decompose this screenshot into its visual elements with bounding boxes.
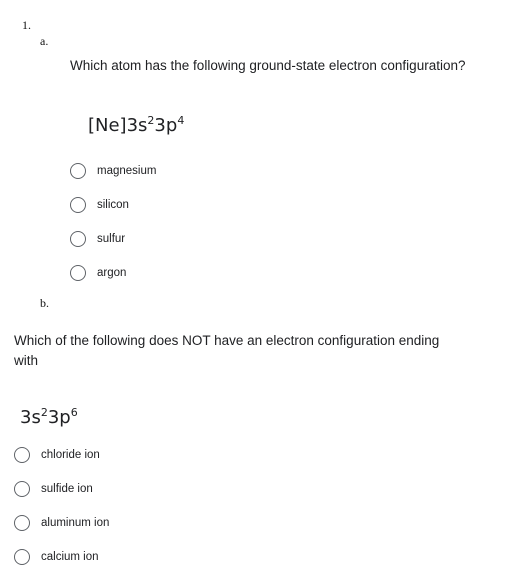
radio-button[interactable]: [14, 549, 30, 565]
part-b-formula: [20, 407, 78, 428]
part-b-option-chloride-ion[interactable]: [14, 445, 100, 465]
radio-button[interactable]: [70, 265, 86, 281]
question-number: 1.: [22, 18, 31, 32]
part-a-option-sulfur[interactable]: [70, 229, 125, 249]
part-a-option-magnesium[interactable]: [70, 161, 156, 181]
part-a-formula-base: [Ne]3s: [88, 115, 148, 136]
part-b-formula-sup2: 6: [70, 406, 78, 419]
part-a-option-silicon[interactable]: [70, 195, 129, 215]
radio-button[interactable]: [14, 447, 30, 463]
part-b-option-sulfide-ion[interactable]: [14, 479, 93, 499]
part-b-formula-base: 3s: [20, 407, 41, 428]
option-label: chloride ion: [41, 449, 100, 461]
part-a-formula: [88, 115, 184, 136]
option-label: argon: [97, 267, 127, 279]
option-label: silicon: [97, 199, 129, 211]
part-a-formula-sup2: 4: [177, 114, 185, 127]
part-b-formula-mid: 3p: [47, 407, 71, 428]
option-label: sulfide ion: [41, 483, 93, 495]
radio-button[interactable]: [70, 163, 86, 179]
part-a-label: a.: [40, 34, 49, 48]
radio-button[interactable]: [14, 515, 30, 531]
part-b-formula-sup1: 2: [40, 406, 48, 419]
part-b-label: b.: [40, 296, 49, 310]
option-label: aluminum ion: [41, 517, 110, 529]
part-a-option-argon[interactable]: [70, 263, 126, 283]
option-label: calcium ion: [41, 551, 99, 563]
radio-button[interactable]: [70, 197, 86, 213]
option-label: sulfur: [97, 233, 126, 245]
radio-button[interactable]: [14, 481, 30, 497]
radio-button[interactable]: [70, 231, 86, 247]
part-a-formula-mid: 3p: [154, 115, 178, 136]
part-b-question: Which of the following does NOT have an electron configuration ending with: [14, 333, 440, 368]
part-a-question: Which atom has the following ground-state electron configuration?: [70, 58, 466, 73]
part-b-option-calcium-ion[interactable]: [14, 547, 99, 567]
part-b-option-aluminum-ion[interactable]: [14, 513, 109, 533]
part-a-formula-sup1: 2: [147, 114, 155, 127]
option-label: magnesium: [97, 165, 157, 177]
